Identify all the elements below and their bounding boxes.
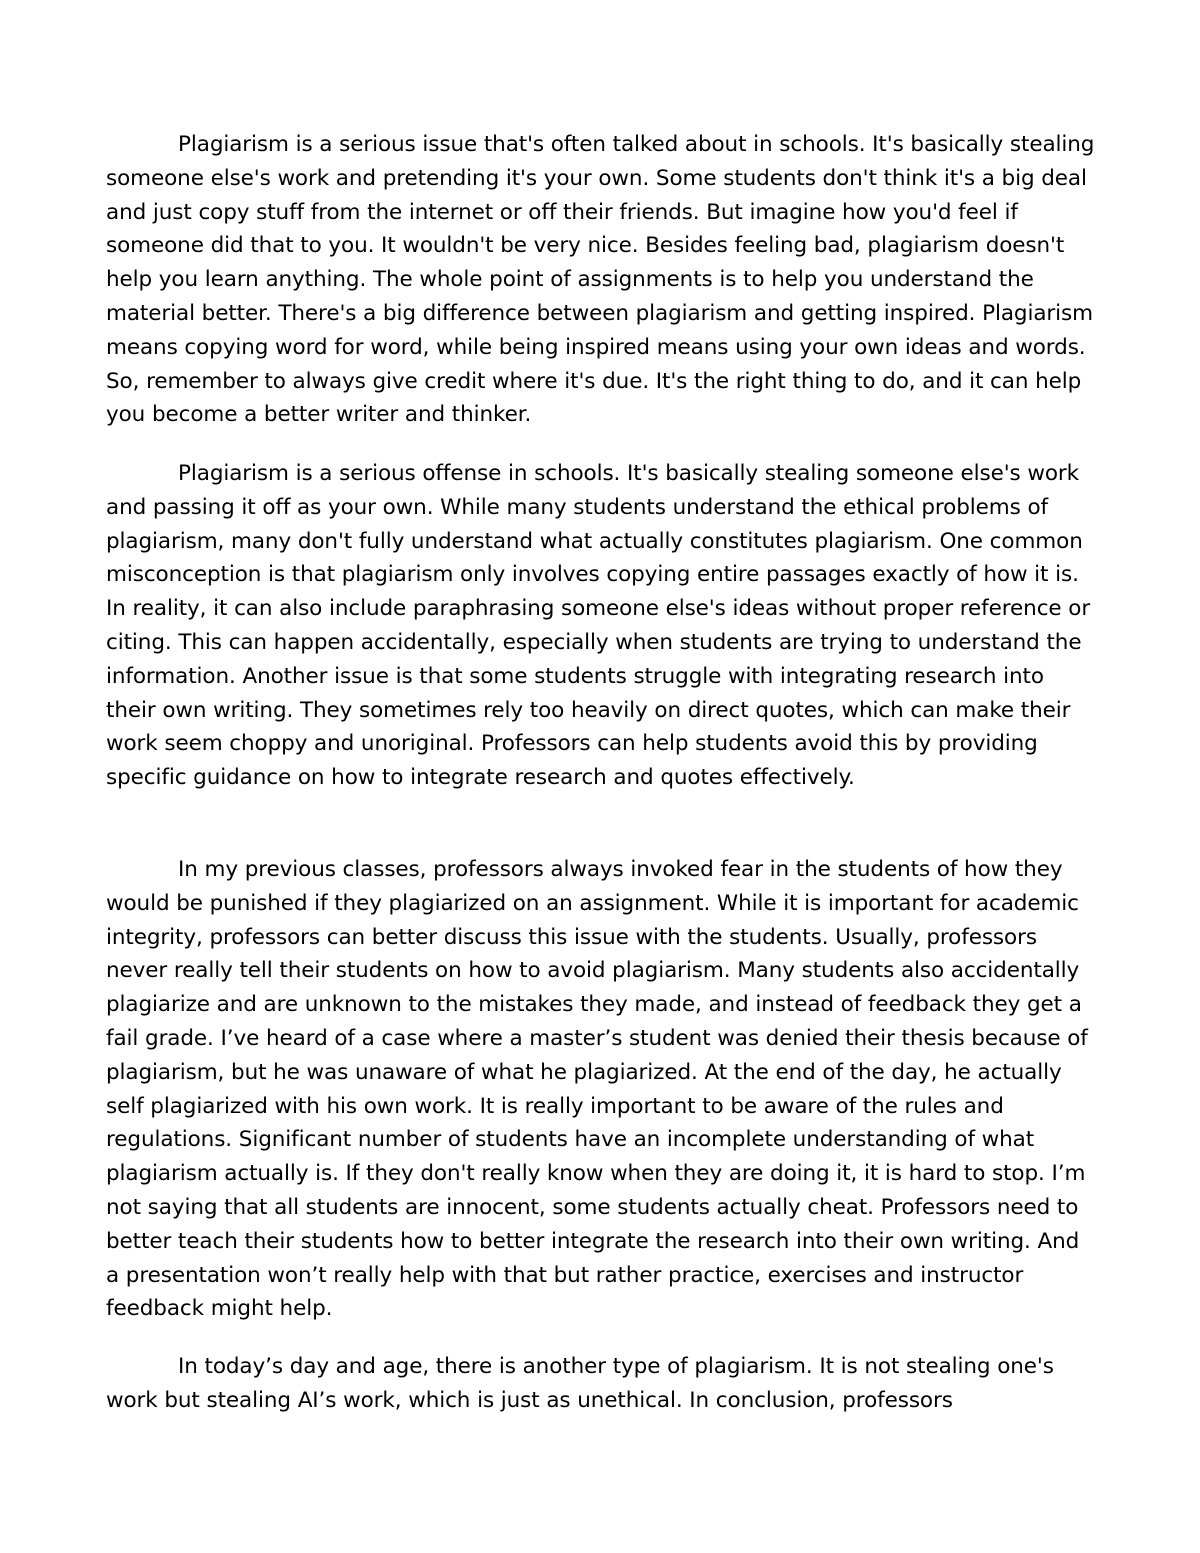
paragraph-3: In my previous classes, professors always invoked fear in the students of how they would be punished if they plagiarized on an assignment. While it is important for academic integrity, professors can better discuss this issue with the students. Usually, professors never really tell their students on how to avoid plagiarism. Many students also accidentally plagiarize and are unknown to the mistakes they made, and instead of feedback they get a fail grade. I’ve heard of a case where a master’s student was denied their thesis because of plagiarism, but he was unaware of what he plagiarized. At the end of the day, he actually self plagiarized with his own work. It is really important to be aware of the rules and regulations. Significant number of students have an incomplete understanding of what plagiarism actually is. If they don't really know when they are doing it, it is hard to stop. I’m not saying that all students are innocent, some students actually cheat. Professors need to better teach their students how to better integrate the research into their own writing. And a presentation won’t really help with that but rather practice, exercises and instructor feedback might help. (106, 857, 1088, 1322)
paragraph-2: Plagiarism is a serious offense in schools. It's basically stealing someone else's work and passing it off as your own. While many students understand the ethical problems of plagiarism, many don't fully understand what actually constitutes plagiarism. One common misconception is that plagiarism only involves copying entire passages exactly of how it is. In reality, it can also include paraphrasing someone else's ideas without proper reference or citing. This can happen accidentally, especially when students are trying to understand the information. Another issue is that some students struggle with integrating research into their own writing. They sometimes rely too heavily on direct quotes, which can make their work seem choppy and unoriginal. Professors can help students avoid this by providing specific guidance on how to integrate research and quotes effectively. (106, 461, 1091, 791)
paragraph-4: In today’s day and age, there is another type of plagiarism. It is not stealing one's work but stealing AI’s work, which is just as unethical. In conclusion, professors (106, 1354, 1054, 1413)
paragraph-1: Plagiarism is a serious issue that's often talked about in schools. It's basically stealing someone else's work and pretending it's your own. Some students don't think it's a big deal and just copy stuff from the internet or off their friends. But imagine how you'd feel if someone did that to you. It wouldn't be very nice. Besides feeling bad, plagiarism doesn't help you learn anything. The whole point of assignments is to help you understand the material better. There's a big difference between plagiarism and getting inspired. Plagiarism means copying word for word, while being inspired means using your own ideas and words. So, remember to always give credit where it's due. It's the right thing to do, and it can help you become a better writer and thinker. (106, 132, 1095, 428)
